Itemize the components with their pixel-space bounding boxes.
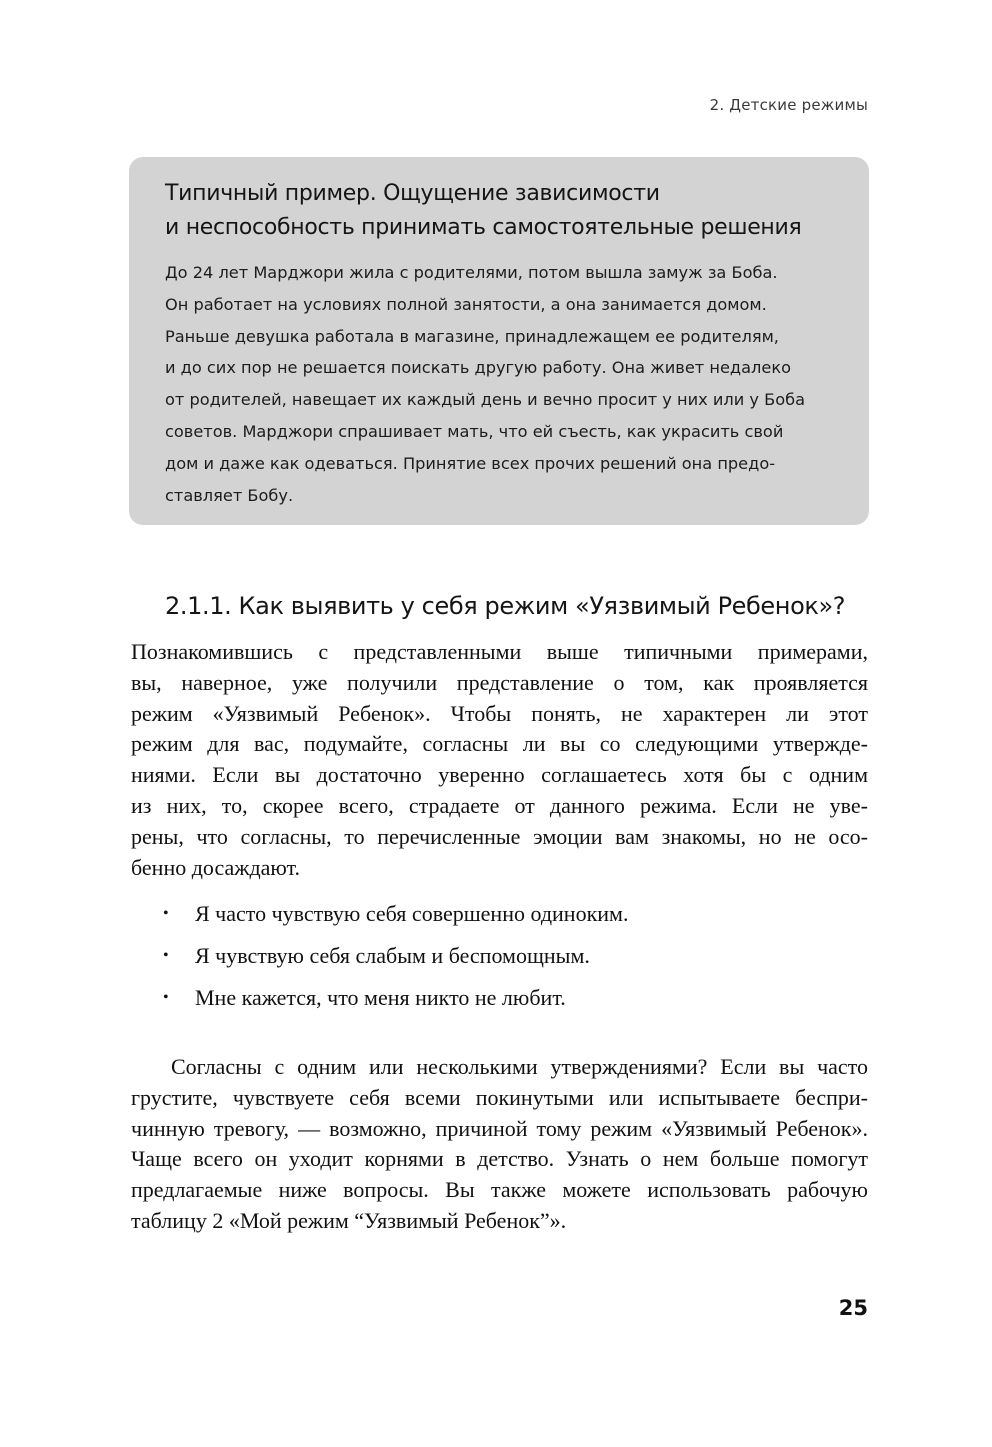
list-item-text: Мне кажется, что меня никто не любит. xyxy=(195,985,566,1010)
paragraph-line: Согласны с одним или несколькими утверждениями? Если вы часто xyxy=(171,1054,868,1079)
list-item xyxy=(163,983,628,1025)
paragraph-line: бенно досаждают. xyxy=(131,854,301,880)
paragraph-line: предлагаемые ниже вопросы. Вы также можете использовать рабочую xyxy=(131,1177,868,1203)
paragraph-line: режим для вас, подумайте, согласны ли вы со следующими утвержде- xyxy=(131,731,868,757)
list-item-text: Я чувствую себя слабым и беспомощным. xyxy=(195,943,590,968)
bullet-icon: • xyxy=(163,947,169,964)
running-head: 2. Детские режимы xyxy=(709,96,868,114)
list-item-text: Я часто чувствую себя совершенно одиноким. xyxy=(195,901,629,926)
statement-list xyxy=(163,899,628,1025)
example-body xyxy=(165,257,835,511)
paragraph-conclusion xyxy=(131,1052,868,1237)
paragraph-line: чинную тревогу, — возможно, причиной тому режим «Уязвимый Ребенок». xyxy=(131,1115,868,1141)
example-body-line: от родителей, навещает их каждый день и вечно просит у них или у Боба xyxy=(165,390,806,410)
paragraph-line: грустите, чувствуете себя всеми покинутыми или испытываете беспри- xyxy=(131,1084,868,1110)
example-title xyxy=(165,177,845,245)
paragraph-intro xyxy=(131,637,868,883)
paragraph-line: вы, наверное, уже получили представление о том, как проявляется xyxy=(131,669,868,695)
paragraph-line: режим «Уязвимый Ребенок». Чтобы понять, не характерен ли этот xyxy=(131,700,868,726)
paragraph-line: из них, то, скорее всего, страдаете от данного режима. Если не уве- xyxy=(131,792,868,818)
page-number: 25 xyxy=(838,1296,868,1320)
list-item xyxy=(163,899,628,941)
example-body-line: ставляет Бобу. xyxy=(165,485,294,505)
example-title-line: и неспособность принимать самостоятельные решения xyxy=(165,215,802,240)
example-body-line: дом и даже как одеваться. Принятие всех прочих решений она предо- xyxy=(165,453,776,473)
paragraph-line: Познакомившись с представленными выше типичными примерами, xyxy=(131,639,868,664)
example-body-line: Он работает на условиях полной занятости, а она занимается домом. xyxy=(165,294,767,314)
example-body-line: До 24 лет Марджори жила с родителями, потом вышла замуж за Боба. xyxy=(165,263,778,282)
paragraph-line: таблицу 2 «Мой режим “Уязвимый Ребенок”». xyxy=(131,1207,567,1233)
bullet-icon: • xyxy=(163,905,169,922)
list-item xyxy=(163,941,628,983)
bullet-icon: • xyxy=(163,989,169,1006)
paragraph-line: рены, что согласны, то перечисленные эмоции вам знакомы, но не осо- xyxy=(131,823,868,849)
paragraph-line: ниями. Если вы достаточно уверенно соглашаетесь хотя бы с одним xyxy=(131,762,868,788)
paragraph-line: Чаще всего он уходит корнями в детство. Узнать о нем больше помогут xyxy=(131,1146,868,1172)
example-title-line: Типичный пример. Ощущение зависимости xyxy=(165,181,660,206)
section-heading: 2.1.1. Как выявить у себя режим «Уязвимый Ребенок»? xyxy=(165,592,846,620)
example-body-line: советов. Марджори спрашивает мать, что ей съесть, как украсить свой xyxy=(165,421,784,441)
example-body-line: Раньше девушка работала в магазине, принадлежащем ее родителям, xyxy=(165,326,779,346)
example-body-line: и до сих пор не решается поискать другую работу. Она живет недалеко xyxy=(165,358,792,378)
